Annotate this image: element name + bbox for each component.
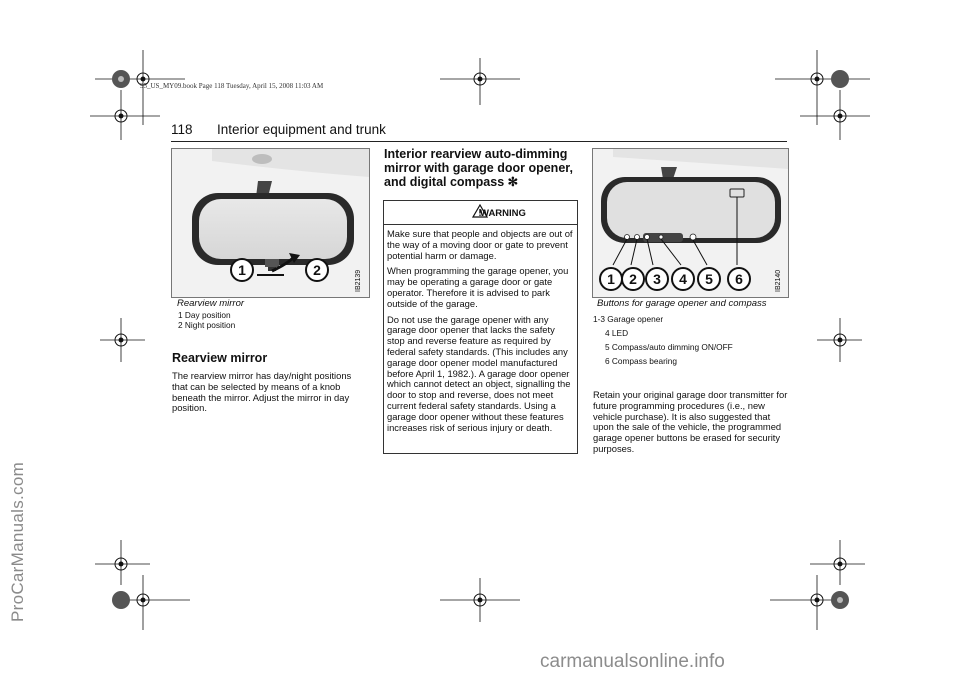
warning-box [383, 200, 578, 454]
callout-1: 1 [599, 267, 623, 291]
warning-divider [384, 224, 577, 225]
callout-2: 2 [305, 258, 329, 282]
figure2-legend-2: 4 LED [605, 328, 629, 338]
warning-text [387, 229, 575, 438]
print-header: 95_US_MY09.book Page 118 Tuesday, April 15, 2008 11:03 AM [140, 82, 324, 90]
callout-4: 4 [671, 267, 695, 291]
rearview-mirror-illustration [172, 149, 369, 297]
watermark-left: ProCarManuals.com [8, 461, 27, 622]
callout-5: 5 [697, 267, 721, 291]
callout-3: 3 [645, 267, 669, 291]
figure-rearview-mirror [171, 148, 370, 298]
figure1-legend-1: 1 Day position [178, 310, 231, 320]
autodim-heading: Interior rearview auto-dimming mirror with garage door opener, and digital compass ✻ [384, 147, 573, 189]
page-number: 118 [171, 122, 193, 137]
figure2-caption: Buttons for garage opener and compass [597, 298, 767, 309]
warning-paragraph-3: Do not use the garage opener with any garage door opener that lacks the safety stop and reverse feature as required by federal safety standards. (This includes any garage door opener model manufactured before April 1, 1982.). A garage door opener which cannot detect an object, signalling the door to stop and reverse, does not meet current federal safety standards. Using a garage door opener without these features increases risk of serious injury or death. [387, 313, 571, 433]
figure-code: IB2139 [355, 269, 362, 292]
figure1-legend-2: 2 Night position [178, 320, 236, 330]
figure2-legend-3: 5 Compass/auto dimming ON/OFF [605, 342, 733, 352]
figure-code: IB2140 [775, 269, 782, 292]
figure-garage-opener-mirror [592, 148, 789, 298]
section-title: Interior equipment and trunk [217, 122, 386, 137]
rearview-heading: Rearview mirror [172, 351, 268, 365]
figure2-legend-1: 1-3 Garage opener [593, 314, 664, 324]
warning-paragraph-1: Make sure that people and objects are out of the way of a moving door or gate to prevent potential harm or damage. [387, 228, 573, 261]
retain-text: Retain your original garage door transmitter for future programming procedures (i.e., new vehicle purchase). It is also suggested that upon the sale of the vehicle, the programmed garage opener buttons be erased for security purposes. [593, 389, 788, 454]
watermark-bottom: carmanualsonline.info [540, 651, 725, 672]
warning-paragraph-2: When programming the garage opener, you may be operating a garage door or gate operator. Therefore it is advised to park outside of the garage. [387, 265, 569, 309]
callout-2: 2 [621, 267, 645, 291]
figure1-caption: Rearview mirror [177, 298, 245, 309]
rearview-text: The rearview mirror has day/night positions that can be selected by means of a knob beneath the mirror. Adjust the mirror in day position. [172, 370, 352, 414]
warning-title: WARNING [480, 208, 526, 219]
header-rule [171, 141, 787, 142]
callout-1: 1 [230, 258, 254, 282]
figure2-legend-4: 6 Compass bearing [605, 356, 677, 366]
callout-6: 6 [727, 267, 751, 291]
